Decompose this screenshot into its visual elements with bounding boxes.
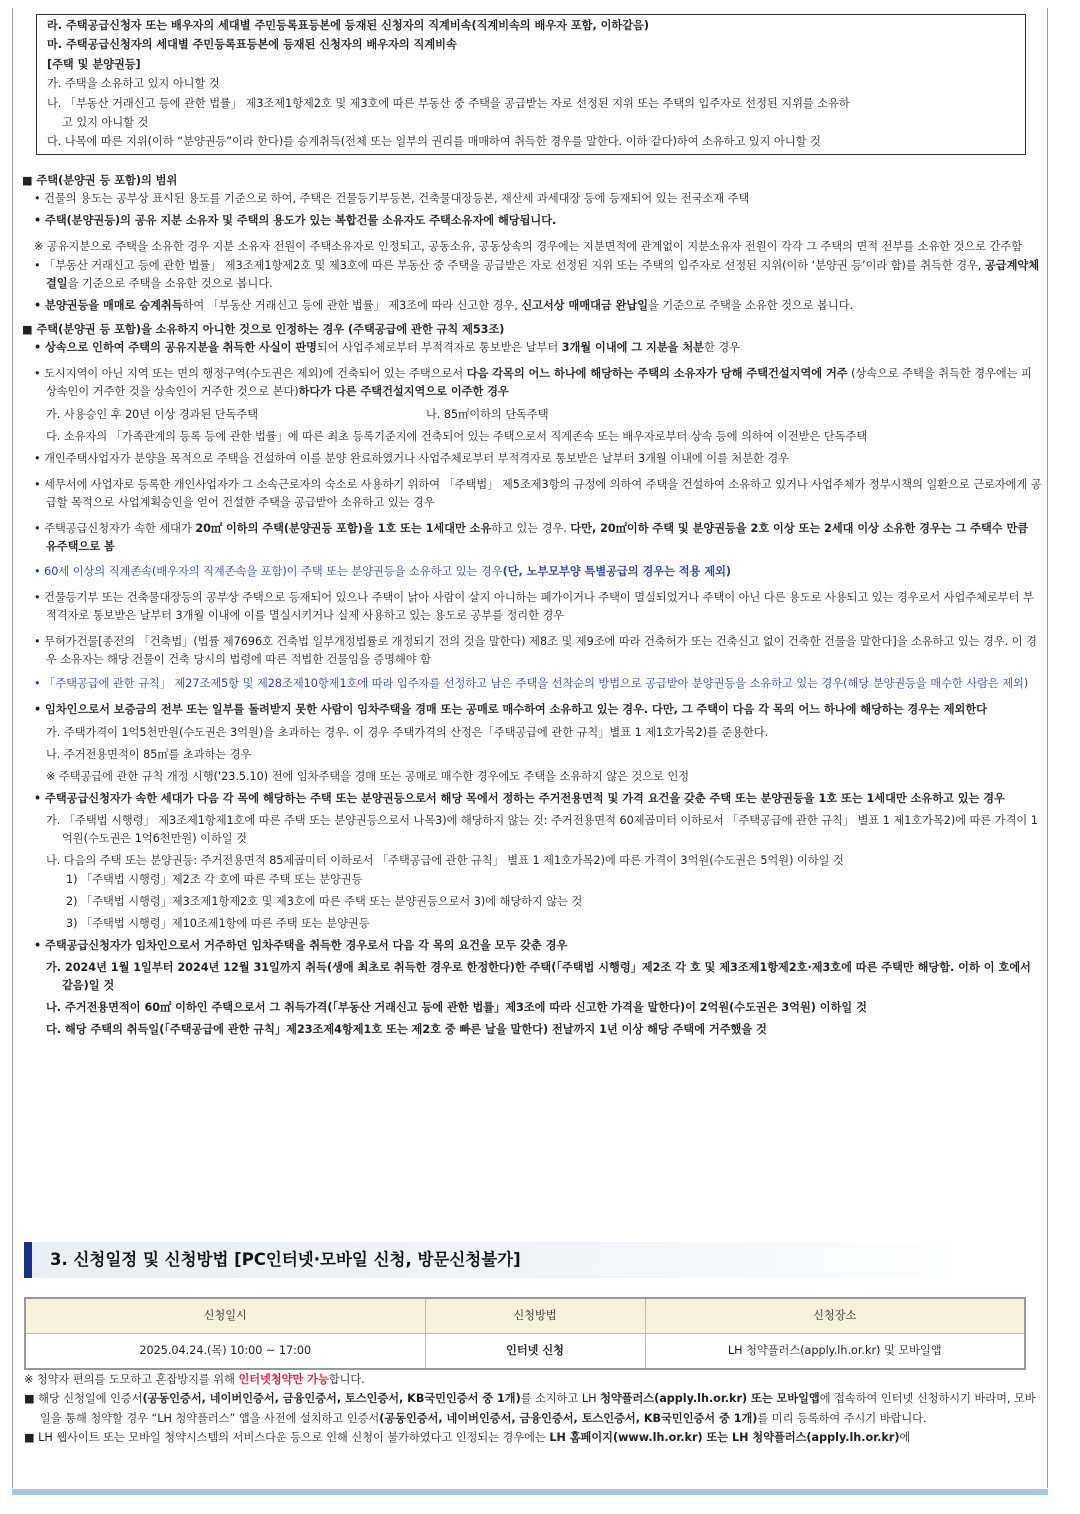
item-low-price-na3: 3) 「주택법 시행령」제10조제1항에 따른 주택 또는 분양권등 (66, 916, 370, 930)
item-tenant-purchase: • 주택공급신청자가 임차인으로서 거주하던 임차주택을 취득한 경우로서 다음 각 목의 요건을 모두 갖춘 경우 (34, 938, 568, 952)
line-ma: 마. 주택공급신청자의 세대별 주민등록표등본에 등재된 신청자의 배우자의 직계비속 (47, 38, 457, 52)
item-first-come-supply: • 「주택공급에 관한 규칙」 제27조제5항 및 제28조제10항제1호에 따라 입주자를 선정하고 남은 주택을 선착순의 방법으로 공급받아 분양권등을 소유하고 있는 경우(해당 분양권등을 매수한 사람은 제외) (34, 677, 1029, 691)
text: 나. 85㎡이하의 단독주택 (426, 407, 549, 421)
text-bold: (공동인증서, 네이버인증서, 금융인증서, 토스인증서, KB국민인증서 중 1개) (379, 1411, 758, 1425)
line-na-cont: 고 있지 아니할 것 (62, 116, 149, 130)
bullet-presale-right (34, 257, 1042, 293)
text: 을 기준으로 주택을 소유한 것으로 봅니다. (67, 276, 273, 290)
text-bold: 하다가 다른 주택건설지역으로 이주한 경우 (298, 385, 509, 399)
section-heading-bar (24, 1242, 1024, 1278)
text: 한 경우 (703, 341, 740, 355)
text: 를 소지하고 LH (520, 1392, 601, 1406)
text: ■ 해당 신청일에 인증서 (24, 1392, 143, 1406)
text: (상속으로 주택을 취득한 경우에는 피상속인이 거주한 것을 상속인이 거주한 것으로 본다) (46, 367, 1032, 399)
item-tenant-auction-na: 나. 주거전용면적이 85㎡를 초과하는 경우 (46, 747, 252, 761)
table-header-row (25, 1298, 1025, 1334)
note-certificate (24, 1389, 1040, 1428)
item-rural-house (34, 365, 1042, 401)
note-service-down (24, 1428, 1040, 1447)
text: 을 기준으로 주택을 소유한 것으로 봅니다. (648, 298, 854, 312)
text: • 「부동산 거래신고 등에 관한 법률」 제3조제1항제2호 및 제3호에 따른 부동산 중 주택을 공급받은 자로 선정된 지위 또는 주택의 입주자로 선정된 지위(이하 ‘분양권 등’이라 함)를 취득한 경우, (34, 258, 985, 272)
item-rural-house-da: 다. 소유자의 「가족관계의 등록 등에 관한 법률」에 따른 최초 등록기준지에 건축되어 있는 주택으로서 직계존속 또는 배우자로부터 상속 등에 의하여 이전받은 단독주택 (46, 429, 868, 443)
text-bold: 신고서상 매매대금 완납일 (521, 298, 648, 312)
text: 에 (899, 1431, 911, 1445)
bullet-presale-trade (34, 297, 1042, 315)
item-rural-house-ga-na (22, 406, 1042, 424)
schedule-table-wrap (24, 1297, 1026, 1370)
line-ra: 라. 주택공급신청자 또는 배우자의 세대별 주민등록표등본에 등재된 신청자의 직계비속(직계비속의 배우자 포함, 이하같음) (47, 19, 649, 32)
text: 하고 있는 경우. (491, 522, 571, 536)
text: 에 접속하여 인터넷 신청하시기 바라며, 모바일을 통해 청약할 경우 “LH 청약플러스” 앱을 사전에 설치하고 인증서 (40, 1392, 1036, 1425)
cell-method: 인터넷 신청 (425, 1334, 645, 1370)
item-tenant-auction: • 임차인으로서 보증금의 전부 또는 일부를 돌려받지 못한 사람이 임차주택을 경매 또는 공매로 매수하여 소유하고 있는 경우. 다만, 그 주택이 다음 각 목의 어느 하나에 해당하는 경우는 제외한다 (34, 703, 987, 717)
line-na: 나. 「부동산 거래신고 등에 관한 법률」 제3조제1항제2호 및 제3호에 따른 부동산 중 주택을 공급받는 자로 선정된 지위 또는 주택의 입주자로 선정된 지위를 소유하 (47, 96, 850, 110)
item-low-price-na1: 1) 「주택법 시행령」제2조 각 호에 따른 주택 또는 분양권등 (66, 872, 363, 886)
item-tenant-auction-ga: 가. 주택가격이 1억5천만원(수도권은 3억원)을 초과하는 경우. 이 경우 주택가격의 산정은「주택공급에 관한 규칙」별표 1 제1호가목2)를 준용한다. (46, 725, 769, 739)
text: • 주택공급신청자가 속한 세대가 (34, 522, 196, 536)
text-bold: • 상속으로 인하여 주택의 공유지분을 취득한 사실이 판명 (34, 341, 317, 355)
text-highlight: 인터넷청약만 가능 (238, 1373, 329, 1386)
item-tenant-purchase-na: 나. 주거전용면적이 60㎡ 이하인 주택으로서 그 취득가격(「부동산 거래신고 등에 관한 법률」제3조에 따라 신고한 가격을 말한다)이 2억원(수도권은 3억원) 이하일 것 (46, 1001, 867, 1015)
text-bold: 청약플러스(apply.lh.or.kr) 또는 모바일앱 (600, 1392, 820, 1406)
text: • 도시지역이 아닌 지역 또는 면의 행정구역(수도권은 제외)에 건축되어 있는 주택으로서 (34, 367, 467, 381)
text-bold: 다음 각목의 어느 하나에 해당하는 주택의 소유자가 당해 주택건설지역에 거주 (466, 367, 848, 381)
item-tenant-purchase-da: 다. 해당 주택의 취득일(「주택공급에 관한 규칙」제23조제4항제1호 또는 제2호 중 빠른 날을 말한다) 전날까지 1년 이상 해당 주택에 거주했을 것 (46, 1023, 767, 1037)
text-bold: LH 홈페이지(www.lh.or.kr) 또는 LH 청약플러스(apply.lh.or.kr) (549, 1431, 900, 1445)
text: 되어 사업주체로부터 부적격자로 통보받은 날부터 (316, 341, 562, 355)
text-bold: 20㎡ 이하의 주택(분양권등 포함)을 1호 또는 1세대만 소유 (195, 522, 492, 536)
item-unlicensed-building: • 무허가건물[종전의 「건축법」(법률 제7696호 건축법 일부개정법률로 개정되기 전의 것을 말한다) 제8조 및 제9조에 따라 건축허가 또는 건축신고 없이 건축한 건물을 말한다]을 소유하고 있는 경우. 이 경우 소유자는 해당 건물이 건축 당시의 법령에 따른 적법한 건물임을 증명해야 함 (34, 634, 1037, 667)
item-employer-dorm: • 세무서에 사업자로 등록한 개인사업자가 그 소속근로자의 숙소로 사용하기 위하여 「주택법」 제5조제3항의 규정에 의하여 주택을 건설하여 소유하고 있거나 사업주체가 정부시책의 일환으로 근로자에게 공급할 목적으로 사업계획승인을 얻어 건설한 주택을 공급받아 소유하고 있는 경우 (34, 477, 1042, 510)
cell-date: 2025.04.24.(목) 10:00 ~ 17:00 (25, 1334, 425, 1370)
text: 가. 사용승인 후 20년 이상 경과된 단독주택 (46, 407, 259, 421)
text-bold: (단, 노부모부양 특별공급의 경우는 적용 제외) (502, 564, 732, 578)
text: 합니다. (328, 1373, 365, 1386)
bottom-rule (12, 1489, 1048, 1495)
item-low-price-na: 나. 다음의 주택 또는 분양권등: 주거전용면적 85제곱미터 이하로서 「주택공급에 관한 규칙」 별표 1 제1호가목2)에 따른 가격이 3억원(수도권은 5억원) 이하일 것 (46, 854, 844, 868)
line-ga: 가. 주택을 소유하고 있지 아니할 것 (47, 77, 220, 91)
eligibility-box (36, 14, 1026, 155)
item-low-price-ga: 가. 「주택법 시행령」 제3조제1항제1호에 따른 주택 또는 분양권등으로서 나목3)에 해당하지 않는 것: 주거전용면적 60제곱미터 이하로서 「주택공급에 관한 규칙」 별표 1 제1호가목2)에 따른 가격이 1억원(수도권은 1억6천만원) 이하일 것 (46, 814, 1038, 846)
header-place: 신청장소 (645, 1298, 1025, 1334)
text-bold: 다만, 20㎡이하 주택 및 분양권등을 2호 이상 또는 2세대 이상 소유한 경우는 그 주택수 만큼 유주택으로 봄 (46, 522, 1029, 554)
text-bold: (공동인증서, 네이버인증서, 금융인증서, 토스인증서, KB국민인증서 중 1개) (142, 1392, 521, 1406)
cell-place: LH 청약플러스(apply.lh.or.kr) 및 모바일앱 (645, 1334, 1025, 1370)
schedule-table (24, 1297, 1026, 1370)
item-private-builder: • 개인주택사업자가 분양을 목적으로 주택을 건설하여 이를 분양 완료하였거나 사업주체로부터 부적격자로 통보받은 날부터 3개월 이내에 이를 처분한 경우 (34, 451, 790, 465)
header-method: 신청방법 (425, 1298, 645, 1334)
item-tenant-purchase-ga: 가. 2024년 1월 1일부터 2024년 12월 31일까지 취득(생애 최초로 취득한 경우로 한정한다)한 주택(「주택법 시행령」제2조 각 호 및 제3조제1항제2호·제3호에 따른 주택만 해당함. 이하 이 호에서 같음)일 것 (46, 961, 1031, 993)
item-inheritance-share (34, 339, 1042, 357)
main-content (22, 170, 1042, 1040)
item-low-price-house: • 주택공급신청자가 속한 세대가 다음 각 목에 해당하는 주택 또는 분양권등으로서 해당 목에서 정하는 주거전용면적 및 가격 요건을 갖춘 주택 또는 분양권등을 1호 또는 1세대만 소유하고 있는 경우 (34, 791, 1005, 805)
table-row (25, 1334, 1025, 1370)
note-shared-ownership: ※ 공유지분으로 주택을 소유한 경우 지분 소유자 전원이 주택소유자로 인정되고, 공동소유, 공동상속의 경우에는 지분면적에 관계없이 지분소유자 전원이 각각 그 주택의 면적 전부를 소유한 것으로 간주함 (34, 240, 1023, 254)
section-title-non-ownership: ■ 주택(분양권 등 포함)을 소유하지 아니한 것으로 인정하는 경우 (주택공급에 관한 규칙 제53조) (22, 322, 505, 336)
text: ※ 청약자 편의를 도모하고 혼잡방지를 위해 (24, 1373, 239, 1386)
note-internet-only (24, 1370, 1040, 1389)
text: 하여 「부동산 거래신고 등에 관한 법률」 제3조에 따라 신고한 경우, (182, 298, 522, 312)
section-title-housing-scope: ■ 주택(분양권 등 포함)의 범위 (22, 174, 178, 187)
item-tenant-auction-note: ※ 주택공급에 관한 규칙 개정 시행('23.5.10) 전에 임차주택을 경매 또는 공매로 매수한 경우에도 주택을 소유하지 않은 것으로 인정 (46, 769, 690, 783)
bullet-building-use: • 건물의 용도는 공부상 표시된 용도를 기준으로 하여, 주택은 건물등기부등본, 건축물대장등본, 재산세 과세대장 등에 등재되어 있는 전국소재 주택 (34, 192, 750, 206)
application-notes (24, 1370, 1040, 1448)
header-date: 신청일시 (25, 1298, 425, 1334)
text: • 60세 이상의 직계존속(배우자의 직계존속을 포함)이 주택 또는 분양권등을 소유하고 있는 경우 (34, 564, 503, 578)
section-heading: 3. 신청일정 및 신청방법 [PC인터넷·모바일 신청, 방문신청불가] (50, 1250, 521, 1269)
item-abandoned-house: • 건물등기부 또는 건축물대장등의 공부상 주택으로 등재되어 있으나 주택이 낡아 사람이 살지 아니하는 폐가이거나 주택이 멸실되었거나 주택이 아닌 다른 용도로 사용되고 있는 경우로서 사업주체로부터 부적격자로 통보받은 날부터 3개월 이내에 이를 멸실시키거나 실제 사용하고 있는 용도로 공부를 정리한 경우 (34, 590, 1034, 622)
item-elderly-ascendant (34, 563, 1042, 581)
text-bold: 공급계약체결일 (46, 258, 1040, 290)
box-label: [주택 및 분양권등] (47, 57, 141, 71)
line-da: 다. 나목에 따른 지위(이하 “분양권등”이라 한다)를 승계취득(전체 또는 일부의 권리를 매매하여 취득한 경우를 말한다. 이하 같다)하여 소유하고 있지 아니할 것 (47, 135, 821, 149)
item-small-house (34, 520, 1042, 556)
text: 를 미리 등록하여 주시기 바랍니다. (757, 1411, 927, 1425)
bullet-shared-owner: • 주택(분양권등)의 공유 지분 소유자 및 주택의 용도가 있는 복합건물 소유자도 주택소유자에 해당됩니다. (34, 214, 557, 228)
heading-accent-mark (24, 1242, 32, 1278)
text-bold: • 분양권등을 매매로 승계취득 (34, 298, 183, 312)
text: ■ LH 웹사이트 또는 모바일 청약시스템의 서비스다운 등으로 인해 신청이 불가하였다고 인정되는 경우에는 (24, 1431, 550, 1445)
text-bold: 3개월 이내에 그 지분을 처분 (561, 341, 704, 355)
item-low-price-na2: 2) 「주택법 시행령」제3조제1항제2호 및 제3호에 따른 주택 또는 분양권등으로서 3)에 해당하지 않는 것 (66, 894, 583, 908)
